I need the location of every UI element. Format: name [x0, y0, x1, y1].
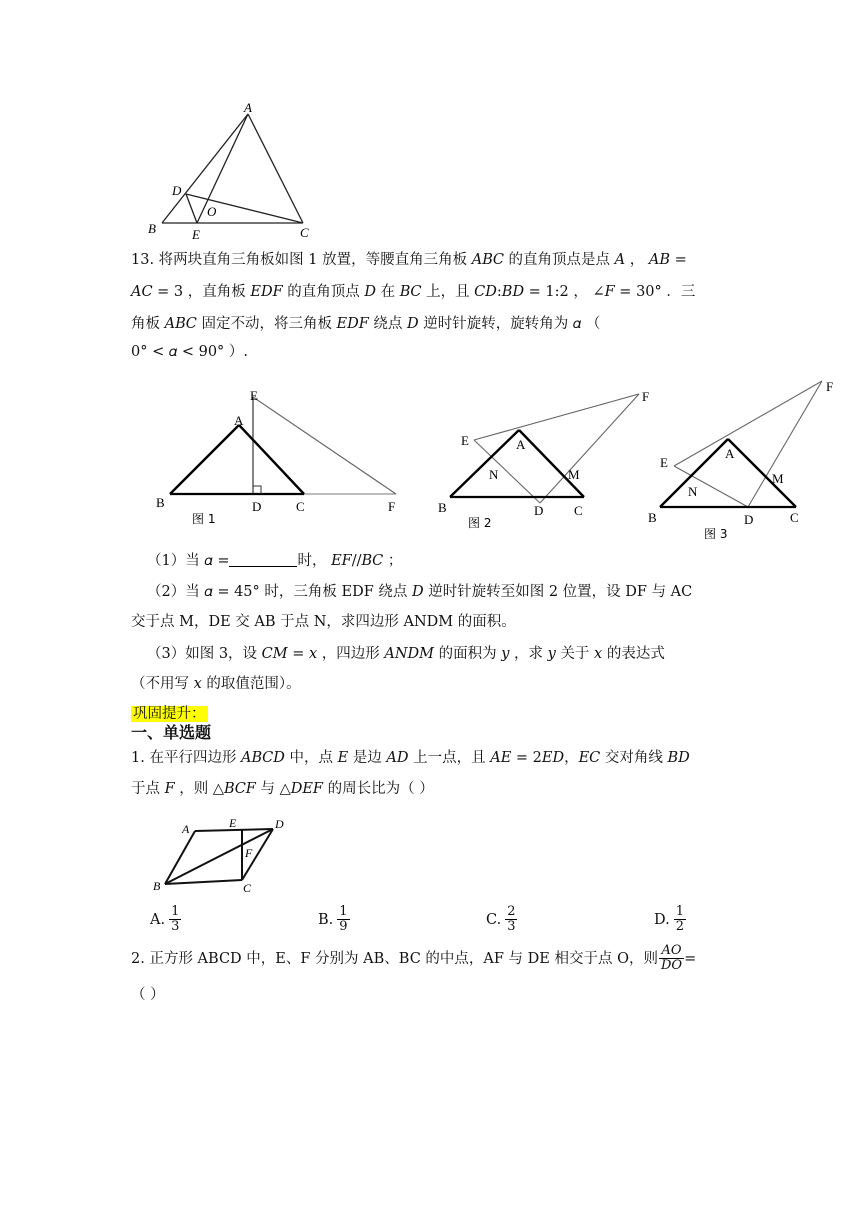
option-a-label: A.	[150, 911, 166, 928]
label-e: E	[192, 227, 200, 242]
section-label	[131, 704, 208, 724]
para-label-a: A	[182, 822, 190, 836]
option-b[interactable]	[318, 905, 350, 934]
option-a[interactable]	[150, 905, 181, 934]
option-d-num: 1	[675, 904, 684, 919]
q13-part-2-line-2: 交于点 M，DE 交 AB 于点 N，求四边形 ANDM 的面积。	[131, 614, 516, 630]
figure-parallelogram	[145, 812, 295, 897]
label-c: C	[300, 225, 309, 240]
option-c-den: 3	[507, 919, 516, 934]
fig1-label-f: F	[388, 499, 396, 514]
figure-triangle-doe	[140, 98, 320, 243]
label-b: B	[148, 221, 156, 236]
fig3-label-b: B	[648, 510, 657, 525]
part1-prefix: （1）当 𝛼 =	[147, 553, 230, 569]
option-b-den: 9	[339, 919, 348, 934]
q13-line-1: 13. 将两块直角三角板如图 1 放置，等腰直角三角板 𝐴𝐵𝐶 的直角顶点是点 𝐴 ， 𝐴𝐵 =	[131, 252, 687, 268]
q13-part-3-line-1: （3）如图 3，设 𝐶𝑀 = 𝑥 ，四边形 𝐴𝑁𝐷𝑀 的面积为 𝑦 ，求 𝑦 关于 𝑥 的表达式	[147, 646, 665, 662]
fig2-label-n: N	[489, 467, 499, 482]
label-o: O	[207, 204, 217, 219]
fig3-label-e: E	[660, 455, 668, 470]
q13-part-2-line-1: （2）当 𝛼 = 45° 时，三角板 EDF 绕点 𝐷 逆时针旋转至如图 2 位置，设 DF 与 AC	[147, 584, 693, 600]
q1-line-2: 于点 𝐹 ，则 △𝐵𝐶𝐹 与 △𝐷𝐸𝐹 的周长比为（ ）	[131, 781, 434, 797]
option-d[interactable]	[654, 905, 686, 934]
para-label-d: D	[275, 817, 284, 831]
figure-2	[430, 385, 660, 530]
fig2-label-b: B	[438, 500, 447, 515]
option-b-fraction	[337, 905, 349, 934]
para-label-e: E	[229, 816, 237, 830]
q13-line-2: 𝐴𝐶 = 3 ，直角板 𝐸𝐷𝐹 的直角顶点 𝐷 在 𝐵𝐶 上，且 𝐶𝐷:𝐵𝐷 = 1:2 ， ∠𝐹 = 30° ．三	[131, 284, 696, 300]
part1-suffix: 时， 𝐸𝐹//𝐵𝐶 ；	[297, 553, 403, 569]
label-d: D	[172, 183, 182, 198]
option-c-fraction	[505, 905, 517, 934]
fig2-label-d: D	[534, 503, 544, 518]
q13-line-4: 0° < 𝛼 < 90° ）.	[131, 344, 249, 360]
q13-line-3: 角板 𝐴𝐵𝐶 固定不动，将三角板 𝐸𝐷𝐹 绕点 𝐷 逆时针旋转，旋转角为 𝛼 （	[131, 316, 601, 332]
option-a-den: 3	[171, 919, 180, 934]
option-b-label: B.	[318, 911, 334, 928]
option-b-num: 1	[339, 904, 348, 919]
fig1-label-a: A	[234, 413, 244, 428]
figure-1	[150, 385, 410, 530]
option-d-den: 2	[675, 919, 684, 934]
fig3-label-c: C	[790, 510, 799, 525]
q2-text: 2. 正方形 ABCD 中，E、F 分别为 AB、BC 的中点，AF 与 DE 相交于点 O，则	[131, 950, 658, 967]
option-c-num: 2	[507, 904, 516, 919]
answer-blank	[229, 552, 297, 567]
option-a-fraction	[169, 905, 181, 934]
option-d-label: D.	[654, 911, 670, 928]
fig3-label-n: N	[688, 484, 698, 499]
q2-fraction	[659, 944, 684, 973]
section-title: 一、单选题	[131, 723, 212, 742]
section-label-highlight: 巩固提升：	[133, 706, 206, 722]
q2-equals: =	[684, 950, 697, 967]
fig2-caption: 图 2	[468, 516, 492, 530]
q2-line-2: （ ）	[131, 987, 165, 1003]
fig2-label-e: E	[461, 433, 469, 448]
fig3-label-a: A	[725, 446, 735, 461]
para-label-c: C	[243, 881, 252, 895]
fig1-caption: 图 1	[192, 512, 216, 526]
q1-line-1: 1. 在平行四边形 𝐴𝐵𝐶𝐷 中，点 𝐸 是边 𝐴𝐷 上一点，且 𝐴𝐸 = 2𝐸𝐷，𝐸𝐶 交对角线 𝐵𝐷	[131, 750, 690, 766]
fig3-caption: 图 3	[704, 527, 728, 541]
para-label-f: F	[245, 846, 253, 860]
q13-part-3-line-2: （不用写 𝑥 的取值范围）。	[131, 676, 301, 692]
q2-den: DO	[660, 958, 683, 973]
fig3-label-m: M	[772, 471, 784, 486]
fig3-label-d: D	[744, 512, 754, 527]
fig2-label-f: F	[642, 389, 650, 404]
fig2-label-a: A	[516, 437, 526, 452]
fig1-label-e: E	[250, 388, 258, 403]
figure-3	[640, 375, 850, 545]
para-label-b: B	[153, 879, 161, 893]
option-c-label: C.	[486, 911, 502, 928]
option-d-fraction	[674, 905, 686, 934]
fig1-label-c: C	[296, 499, 305, 514]
fig1-label-d: D	[252, 499, 262, 514]
fig2-label-c: C	[574, 503, 583, 518]
q2-line-1	[131, 944, 696, 973]
q2-num: AO	[661, 943, 682, 958]
option-c[interactable]	[486, 905, 517, 934]
fig3-label-f: F	[826, 379, 834, 394]
option-a-num: 1	[171, 904, 180, 919]
q13-part-1	[147, 551, 402, 571]
fig2-label-m: M	[568, 467, 580, 482]
label-a: A	[244, 100, 252, 115]
fig1-label-b: B	[156, 495, 165, 510]
